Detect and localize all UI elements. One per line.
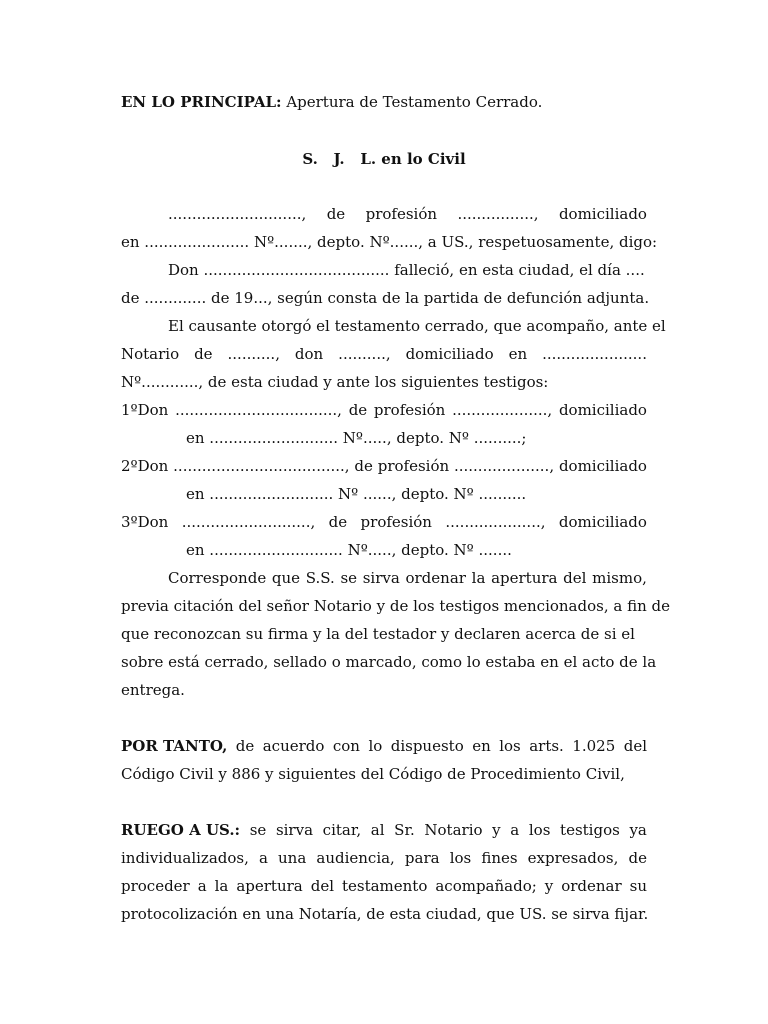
- word: acompañado;: [435, 877, 537, 895]
- word: se: [249, 821, 267, 839]
- word: con: [332, 737, 360, 755]
- word: profesión: [365, 205, 438, 223]
- request-line-3: que reconozcan su firma y la del testador y declaren acerca de si el: [121, 625, 635, 643]
- word: profesión: [373, 401, 446, 419]
- word: de: [326, 205, 346, 223]
- word: testigos: [560, 821, 620, 839]
- word: ................,: [457, 205, 539, 223]
- word: a: [510, 821, 520, 839]
- word: 1ºDon: [121, 401, 169, 419]
- word: ....................,: [453, 457, 555, 475]
- word: arts.: [529, 737, 564, 755]
- word: 2ºDon: [121, 457, 169, 475]
- word: lo: [368, 737, 383, 755]
- will-line-1: El causante otorgó el testamento cerrado, que acompaño, ante el: [168, 317, 666, 335]
- word: sirva: [275, 821, 314, 839]
- word: ....................,: [452, 401, 553, 419]
- word: ordenar: [405, 569, 466, 587]
- word: ....................................,: [173, 457, 350, 475]
- therefore-line-2: Código Civil y 886 y siguientes del Código de Procedimiento Civil,: [121, 765, 625, 783]
- word: de: [628, 849, 647, 867]
- word: domiciliado: [558, 457, 647, 475]
- plea-lead: RUEGO A US.:: [121, 821, 241, 839]
- word: los: [449, 849, 472, 867]
- intro-line-1: [168, 205, 647, 223]
- word: del: [310, 877, 334, 895]
- word: ordenar: [561, 877, 622, 895]
- word: en: [508, 345, 528, 363]
- will-line-3: Nº............, de esta ciudad y ante los siguientes testigos:: [121, 373, 549, 391]
- word: expresados,: [527, 849, 619, 867]
- request-line-4: sobre está cerrado, sellado o marcado, como lo estaba en el acto de la: [121, 653, 657, 671]
- word: y: [492, 821, 501, 839]
- word: audiencia,: [316, 849, 395, 867]
- death-line-2: de ............. de 19..., según consta de la partida de defunción adjunta.: [121, 289, 650, 307]
- word: individualizados,: [121, 849, 249, 867]
- word: ..................................,: [175, 401, 342, 419]
- witness-3-line-1: [121, 513, 647, 531]
- word: proceder: [121, 877, 190, 895]
- court-title: S. J. L. en lo Civil: [302, 150, 466, 168]
- word: a: [258, 849, 268, 867]
- will-line-2: [121, 345, 647, 363]
- word: su: [629, 877, 647, 895]
- word: de: [235, 737, 255, 755]
- word: apertura: [491, 569, 558, 587]
- word: profesión: [360, 513, 432, 531]
- word: ..........,: [227, 345, 280, 363]
- word: ya: [629, 821, 647, 839]
- plea-line-2: [121, 849, 647, 867]
- word: domiciliado: [558, 205, 647, 223]
- word: domiciliado: [405, 345, 494, 363]
- intro-line-2: en ...................... Nº......., depto. Nº......, a US., respetuosamente, digo:: [121, 233, 658, 251]
- word: 3ºDon: [121, 513, 169, 531]
- request-line-5: entrega.: [121, 681, 185, 699]
- word: de: [328, 513, 348, 531]
- word: los: [528, 821, 551, 839]
- death-line-1: Don ....................................... falleció, en esta ciudad, el día ....: [168, 261, 645, 279]
- witness-2-line-2: en .......................... Nº ......, depto. Nº ..........: [186, 485, 527, 503]
- word: que: [271, 569, 301, 587]
- witness-3-line-2: en ............................ Nº....., depto. Nº .......: [186, 541, 512, 559]
- word: de: [354, 457, 373, 475]
- plea-line-3: [121, 877, 647, 895]
- therefore-lead: POR TANTO,: [121, 737, 228, 755]
- word: Notario: [121, 345, 180, 363]
- word: fines: [481, 849, 518, 867]
- word: S.S.: [305, 569, 335, 587]
- witness-1-line-2: en ........................... Nº....., depto. Nº ..........;: [186, 429, 527, 447]
- word: de: [194, 345, 213, 363]
- heading-line: [121, 93, 647, 111]
- heading-text: Apertura de Testamento Cerrado.: [286, 93, 543, 111]
- word: acuerdo: [262, 737, 325, 755]
- word: la: [214, 877, 229, 895]
- word: ....................,: [445, 513, 546, 531]
- word: ............................,: [168, 205, 307, 223]
- word: citar,: [322, 821, 362, 839]
- word: a: [197, 877, 207, 895]
- heading-lead: EN LO PRINCIPAL:: [121, 93, 282, 111]
- therefore-line-1: [121, 737, 647, 755]
- word: don: [294, 345, 324, 363]
- plea-line-1: [121, 821, 647, 839]
- word: al: [370, 821, 385, 839]
- word: y: [544, 877, 554, 895]
- word: apertura: [236, 877, 303, 895]
- word: domiciliado: [558, 513, 647, 531]
- word: de: [348, 401, 368, 419]
- word: dispuesto: [390, 737, 464, 755]
- word: Sr.: [394, 821, 415, 839]
- word: en: [472, 737, 491, 755]
- word: testamento: [341, 877, 428, 895]
- plea-line-4: protocolización en una Notaría, de esta ciudad, que US. se sirva fijar.: [121, 905, 649, 923]
- word: ......................: [542, 345, 647, 363]
- word: para: [404, 849, 440, 867]
- word: del: [563, 569, 587, 587]
- request-line-1: [168, 569, 647, 587]
- word: del: [623, 737, 647, 755]
- word: Notario: [424, 821, 483, 839]
- word: Corresponde: [168, 569, 267, 587]
- word: mismo,: [592, 569, 647, 587]
- word: los: [499, 737, 521, 755]
- witness-2-line-1: [121, 457, 647, 475]
- word: ...........................,: [181, 513, 316, 531]
- word: una: [278, 849, 307, 867]
- word: profesión: [377, 457, 450, 475]
- word: 1.025: [572, 737, 616, 755]
- word: se: [340, 569, 358, 587]
- word: domiciliado: [558, 401, 647, 419]
- request-line-2: previa citación del señor Notario y de los testigos mencionados, a fin de: [121, 597, 670, 615]
- word: sirva: [362, 569, 400, 587]
- word: ..........,: [338, 345, 391, 363]
- witness-1-line-1: [121, 401, 647, 419]
- word: la: [471, 569, 486, 587]
